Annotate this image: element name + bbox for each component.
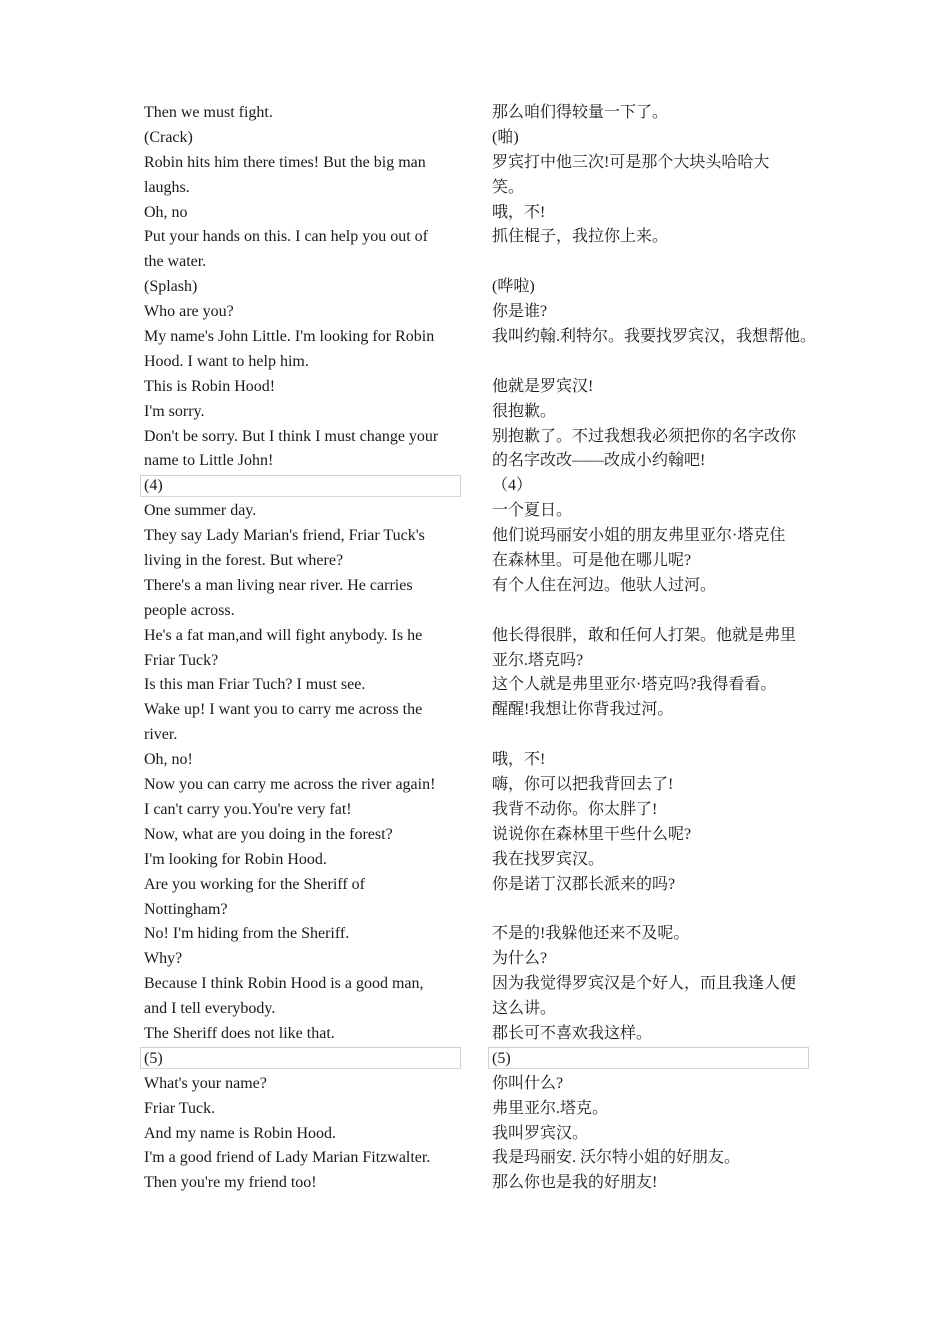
chinese-line: (哗啦) [492, 278, 535, 296]
chinese-line: 的名字改改——改成小约翰吧! [492, 452, 706, 470]
chinese-line: 嗨，你可以把我背回去了! [492, 776, 674, 794]
chinese-line: 哦，不! [492, 751, 546, 769]
chinese-line: 因为我觉得罗宾汉是个好人，而且我逢人便 [492, 975, 797, 993]
english-line: Hood. I want to help him. [144, 352, 309, 370]
english-line: I'm looking for Robin Hood. [144, 850, 327, 868]
chinese-line [492, 350, 822, 375]
chinese-line: 哦，不! [492, 203, 546, 221]
chinese-line: 醒醒!我想让你背我过河。 [492, 701, 674, 719]
english-line: They say Lady Marian's friend, Friar Tuck's [144, 527, 425, 545]
chinese-line: 弗里亚尔.塔克。 [492, 1099, 609, 1117]
chinese-line [492, 599, 822, 624]
chinese-line: 他就是罗宾汉! [492, 377, 594, 395]
english-column [144, 101, 474, 1196]
english-line: Now, what are you doing in the forest? [144, 825, 393, 843]
chinese-line: 他长得很胖，敢和任何人打架。他就是弗里 [492, 626, 797, 644]
english-line: My name's John Little. I'm looking for Robin [144, 328, 435, 346]
english-line: The Sheriff does not like that. [144, 1024, 335, 1042]
chinese-line: 抓住棍子，我拉你上来。 [492, 228, 669, 246]
english-line: name to Little John! [144, 452, 274, 470]
chinese-line: 郡长可不喜欢我这样。 [492, 1024, 653, 1042]
english-line: Robin hits him there times! But the big man [144, 153, 426, 171]
english-line: I'm sorry. [144, 402, 205, 420]
chinese-line: 我背不动你。你太胖了! [492, 800, 658, 818]
english-line: (4) [144, 477, 163, 495]
chinese-line: (啪) [492, 128, 519, 146]
english-line: Then we must fight. [144, 104, 273, 121]
english-line: He's a fat man,and will fight anybody. Is he [144, 626, 423, 644]
chinese-line: 那么你也是我的好朋友! [492, 1174, 658, 1192]
english-line: (Crack) [144, 128, 193, 146]
chinese-line [492, 898, 822, 923]
chinese-line: 说说你在森林里干些什么呢? [492, 825, 692, 843]
chinese-line: 这么讲。 [492, 1000, 557, 1018]
chinese-line: 我叫约翰.利特尔。我要找罗宾汉，我想帮他。 [492, 328, 817, 346]
english-line: I can't carry you.You're very fat! [144, 800, 352, 818]
english-line: (5) [144, 1049, 163, 1067]
english-line: Oh, no [144, 203, 188, 221]
english-line: Wake up! I want you to carry me across the [144, 701, 423, 719]
chinese-line: 为什么? [492, 950, 548, 968]
english-line: This is Robin Hood! [144, 377, 276, 395]
english-line: (Splash) [144, 278, 198, 296]
english-line: No! I'm hiding from the Sheriff. [144, 925, 350, 943]
english-line: Oh, no! [144, 751, 193, 769]
english-line: Who are you? [144, 303, 234, 321]
chinese-line: 别抱歉了。不过我想我必须把你的名字改你 [492, 427, 797, 445]
chinese-line [492, 723, 822, 748]
chinese-line: 不是的!我躲他还来不及呢。 [492, 925, 690, 943]
english-line: living in the forest. But where? [144, 552, 344, 570]
english-line: Are you working for the Sheriff of [144, 875, 365, 893]
english-line: people across. [144, 601, 235, 619]
chinese-line: 你是诺丁汉郡长派来的吗? [492, 875, 676, 893]
english-line: Because I think Robin Hood is a good man, [144, 975, 424, 993]
chinese-line: 亚尔.塔克吗? [492, 651, 584, 669]
english-line: river. [144, 726, 178, 744]
english-line: Is this man Friar Tuch? I must see. [144, 676, 366, 694]
chinese-line: 我是玛丽安. 沃尔特小姐的好朋友。 [492, 1149, 741, 1167]
english-line: the water. [144, 253, 207, 271]
chinese-line: (5) [492, 1049, 511, 1067]
english-line: Friar Tuck? [144, 651, 219, 669]
chinese-line: 我叫罗宾汉。 [492, 1124, 589, 1142]
english-line: One summer day. [144, 502, 257, 520]
english-line: And my name is Robin Hood. [144, 1124, 336, 1142]
chinese-line: 笑。 [492, 178, 525, 196]
chinese-line: 一个夏日。 [492, 502, 573, 520]
english-line: Put your hands on this. I can help you out of [144, 228, 428, 246]
english-line: and I tell everybody. [144, 1000, 276, 1018]
chinese-line: 那么咱们得较量一下了。 [492, 104, 669, 121]
chinese-line [492, 250, 822, 275]
chinese-line: 罗宾打中他三次!可是那个大块头哈哈大 [492, 153, 770, 171]
chinese-line: 我在找罗宾汉。 [492, 850, 605, 868]
english-line: Don't be sorry. But I think I must change your [144, 427, 439, 445]
chinese-line: 你叫什么? [492, 1074, 564, 1092]
english-line: Then you're my friend too! [144, 1174, 317, 1192]
english-line: Nottingham? [144, 900, 228, 918]
chinese-column [492, 101, 822, 1196]
english-line: What's your name? [144, 1074, 267, 1092]
english-line: I'm a good friend of Lady Marian Fitzwalter. [144, 1149, 431, 1167]
chinese-line: 这个人就是弗里亚尔·塔克吗?我得看看。 [492, 676, 777, 694]
english-line: laughs. [144, 178, 190, 196]
english-line: Friar Tuck. [144, 1099, 216, 1117]
chinese-line: （4） [492, 477, 533, 495]
chinese-line: 他们说玛丽安小姐的朋友弗里亚尔·塔克住 [492, 527, 786, 545]
chinese-line: 你是谁? [492, 303, 548, 321]
english-line: There's a man living near river. He carries [144, 576, 413, 594]
chinese-line: 有个人住在河边。他驮人过河。 [492, 576, 717, 594]
chinese-line: 很抱歉。 [492, 402, 557, 420]
chinese-line: 在森林里。可是他在哪儿呢? [492, 552, 692, 570]
english-line: Why? [144, 950, 183, 968]
english-line: Now you can carry me across the river again! [144, 776, 436, 794]
